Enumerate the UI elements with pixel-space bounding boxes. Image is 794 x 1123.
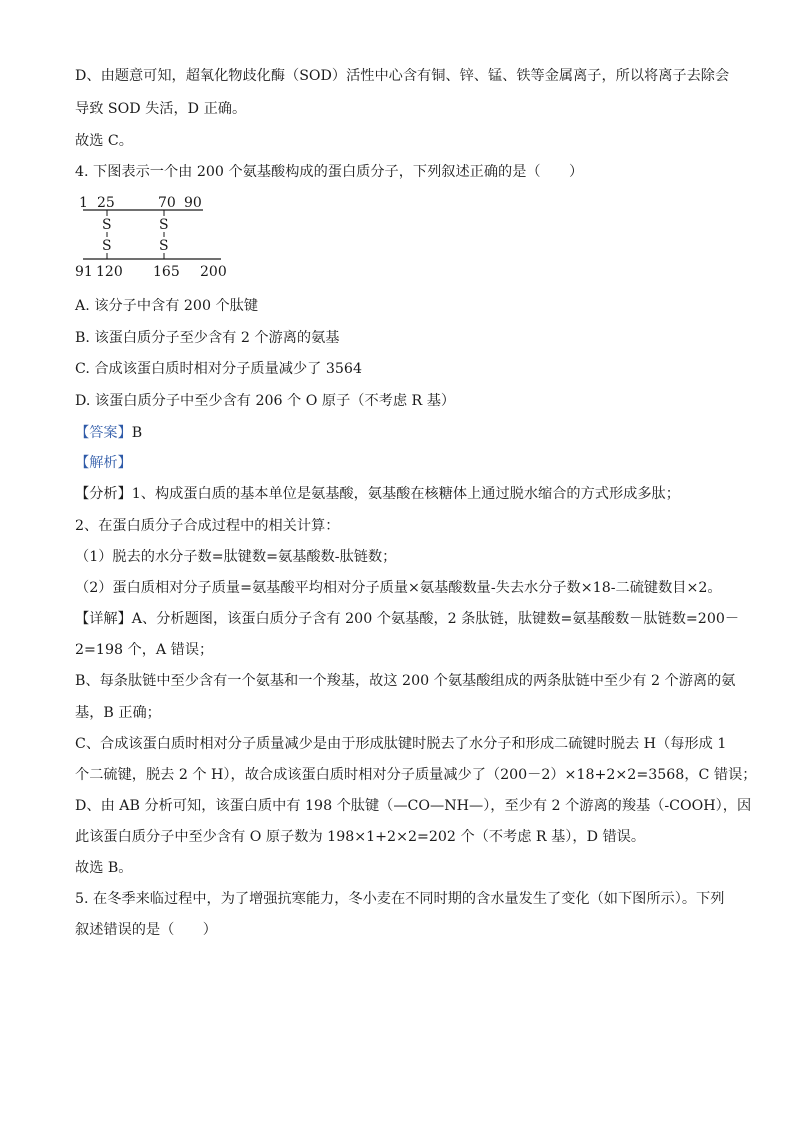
protein-structure-diagram bbox=[75, 192, 235, 282]
paragraph: 导致 SOD 失活，D 正确。 bbox=[75, 101, 247, 117]
answer-value: B bbox=[131, 425, 143, 441]
sulfur-1a: S bbox=[102, 217, 112, 233]
fenxi-line bbox=[75, 484, 734, 504]
option-c: C. 合成该蛋白质时相对分子质量减少了 3564 bbox=[75, 361, 362, 377]
label-bottom-91: 91 bbox=[75, 264, 93, 280]
paragraph: D、由题意可知，超氧化物歧化酶（SOD）活性中心含有铜、锌、锰、铁等金属离子，所以将离子去除会 bbox=[75, 68, 730, 84]
analysis-tag: 【解析】 bbox=[75, 455, 132, 471]
answer-line bbox=[75, 423, 734, 443]
sulfur-2a: S bbox=[159, 217, 169, 233]
paragraph: 基，B 正确； bbox=[75, 705, 161, 721]
question-5-stem: 5. 在冬季来临过程中，为了增强抗寒能力，冬小麦在不同时期的含水量发生了变化（如下图所示）。下列 bbox=[75, 891, 725, 907]
label-bottom-120: 120 bbox=[96, 264, 123, 280]
paragraph: （1）脱去的水分子数=肽键数=氨基酸数-肽链数； bbox=[75, 549, 397, 565]
paragraph: 2=198 个，A 错误； bbox=[75, 642, 214, 658]
paragraph: 此该蛋白质分子中至少含有 O 原子数为 198×1+2×2=202 个（不考虑 R 基），D 错误。 bbox=[75, 829, 646, 845]
paragraph: B、每条肽链中至少含有一个氨基和一个羧基，故这 200 个氨基酸组成的两条肽链中至少有 2 个游离的氨 bbox=[75, 673, 736, 689]
option-b: B. 该蛋白质分子至少含有 2 个游离的氨基 bbox=[75, 330, 340, 346]
label-top-90: 90 bbox=[184, 195, 202, 211]
label-top-70: 70 bbox=[158, 195, 176, 211]
question-5-stem-cont: 叙述错误的是（ ） bbox=[75, 922, 217, 938]
detail-tag: 【详解】 bbox=[75, 611, 132, 627]
paragraph: 个二硫键，脱去 2 个 H），故合成该蛋白质时相对分子质量减少了（200－2）×18+2×2=3568，C 错误； bbox=[75, 767, 757, 783]
sulfur-1b: S bbox=[102, 238, 112, 254]
label-bottom-200: 200 bbox=[200, 264, 227, 280]
sulfur-2b: S bbox=[159, 238, 169, 254]
detail-line bbox=[75, 609, 740, 629]
paragraph: C、合成该蛋白质时相对分子质量减少是由于形成肽键时脱去了水分子和形成二硫键时脱去 H（每形成 1 bbox=[75, 736, 727, 752]
paragraph: 2、在蛋白质分子合成过程中的相关计算： bbox=[75, 518, 340, 534]
analysis-line bbox=[75, 453, 734, 473]
paragraph: （2）蛋白质相对分子质量=氨基酸平均相对分子质量×氨基酸数量-失去水分子数×18-二硫键数目×2。 bbox=[75, 580, 722, 596]
option-a: A. 该分子中含有 200 个肽键 bbox=[75, 298, 259, 314]
label-top-1: 1 bbox=[79, 195, 88, 211]
label-bottom-165: 165 bbox=[153, 264, 180, 280]
label-top-25: 25 bbox=[97, 195, 115, 211]
detail-text: A、分析题图，该蛋白质分子含有 200 个氨基酸，2 条肽链，肽键数=氨基酸数－肽链数=200－ bbox=[131, 611, 740, 627]
question-4-stem: 4. 下图表示一个由 200 个氨基酸构成的蛋白质分子，下列叙述正确的是（ ） bbox=[75, 164, 584, 180]
paragraph: 故选 B。 bbox=[75, 860, 133, 876]
fenxi-tag: 【分析】 bbox=[75, 486, 132, 502]
paragraph: 故选 C。 bbox=[75, 133, 133, 149]
answer-tag: 【答案】 bbox=[75, 425, 132, 441]
paragraph: D、由 AB 分析可知，该蛋白质中有 198 个肽键（—CO—NH—），至少有 2 个游离的羧基（-COOH），因 bbox=[75, 798, 752, 814]
option-d: D. 该蛋白质分子中至少含有 206 个 O 原子（不考虑 R 基） bbox=[75, 393, 456, 409]
fenxi-text: 1、构成蛋白质的基本单位是氨基酸，氨基酸在核糖体上通过脱水缩合的方式形成多肽； bbox=[131, 486, 680, 502]
